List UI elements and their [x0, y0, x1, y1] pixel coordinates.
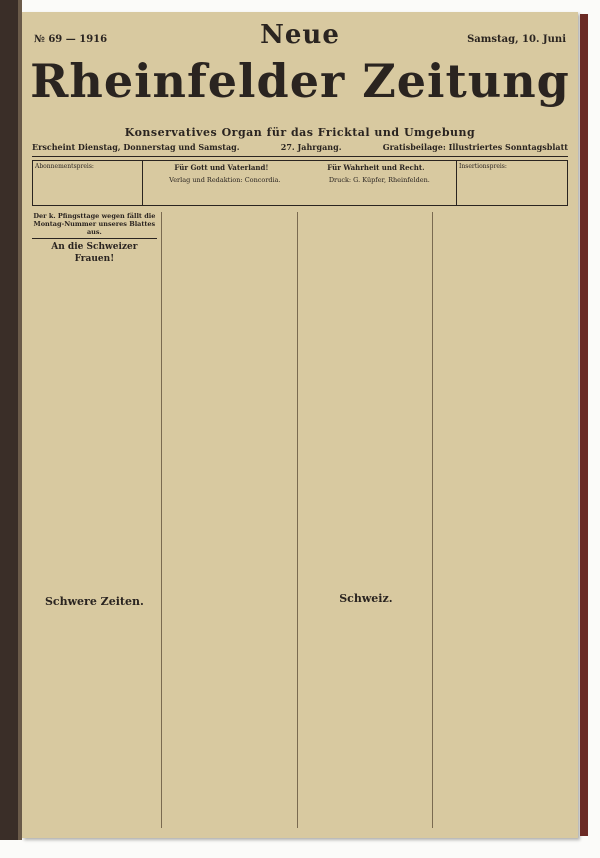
column-2 [168, 212, 298, 828]
title-small: Neue [260, 20, 340, 50]
info-left: Erscheint Dienstag, Donnerstag und Samstag. [32, 142, 240, 152]
info-right: Gratisbeilage: Illustriertes Sonntagsblatt [382, 142, 568, 152]
issue-number: № 69 — 1916 [34, 34, 108, 45]
motto-box [143, 161, 457, 205]
article-title-frauen: An die Schweizer Frauen! [51, 242, 138, 264]
insertion-box: Insertionspreis: [459, 163, 507, 170]
book-binding [0, 0, 20, 840]
newspaper-page [22, 12, 578, 838]
pfingsten-notice: Der k. Pfingsttage wegen fällt die Montag-Nummer unseres Blattes aus. [32, 212, 157, 239]
verlag-text: Verlag und Redaktion: Concordia. [169, 176, 281, 185]
info-bar [32, 142, 568, 152]
header-rule [32, 156, 568, 157]
motto-right: Für Wahrheit und Recht. [327, 163, 425, 172]
newspaper-title: Rheinfelder Zeitung [30, 54, 570, 108]
info-mid: 27. Jahrgang. [280, 142, 342, 152]
section-schweiz: Schweiz. [339, 592, 393, 605]
book-spine-right [580, 14, 588, 836]
issue-date: Samstag, 10. Juni [467, 34, 566, 45]
article-columns [32, 212, 568, 828]
column-1 [32, 212, 162, 828]
info-box-row [32, 160, 568, 206]
druck-text: Druck: G. Küpfer, Rheinfelden. [328, 176, 430, 185]
column-3 [304, 212, 434, 828]
motto-left: Für Gott und Vaterland! [174, 163, 269, 172]
subtitle: Konservatives Organ für das Fricktal und Umgebung [124, 126, 476, 139]
section-schwere-zeiten: Schwere Zeiten. [44, 594, 144, 608]
column-4 [439, 212, 568, 828]
abonnement-box: Abonnementspreis: [33, 161, 143, 205]
